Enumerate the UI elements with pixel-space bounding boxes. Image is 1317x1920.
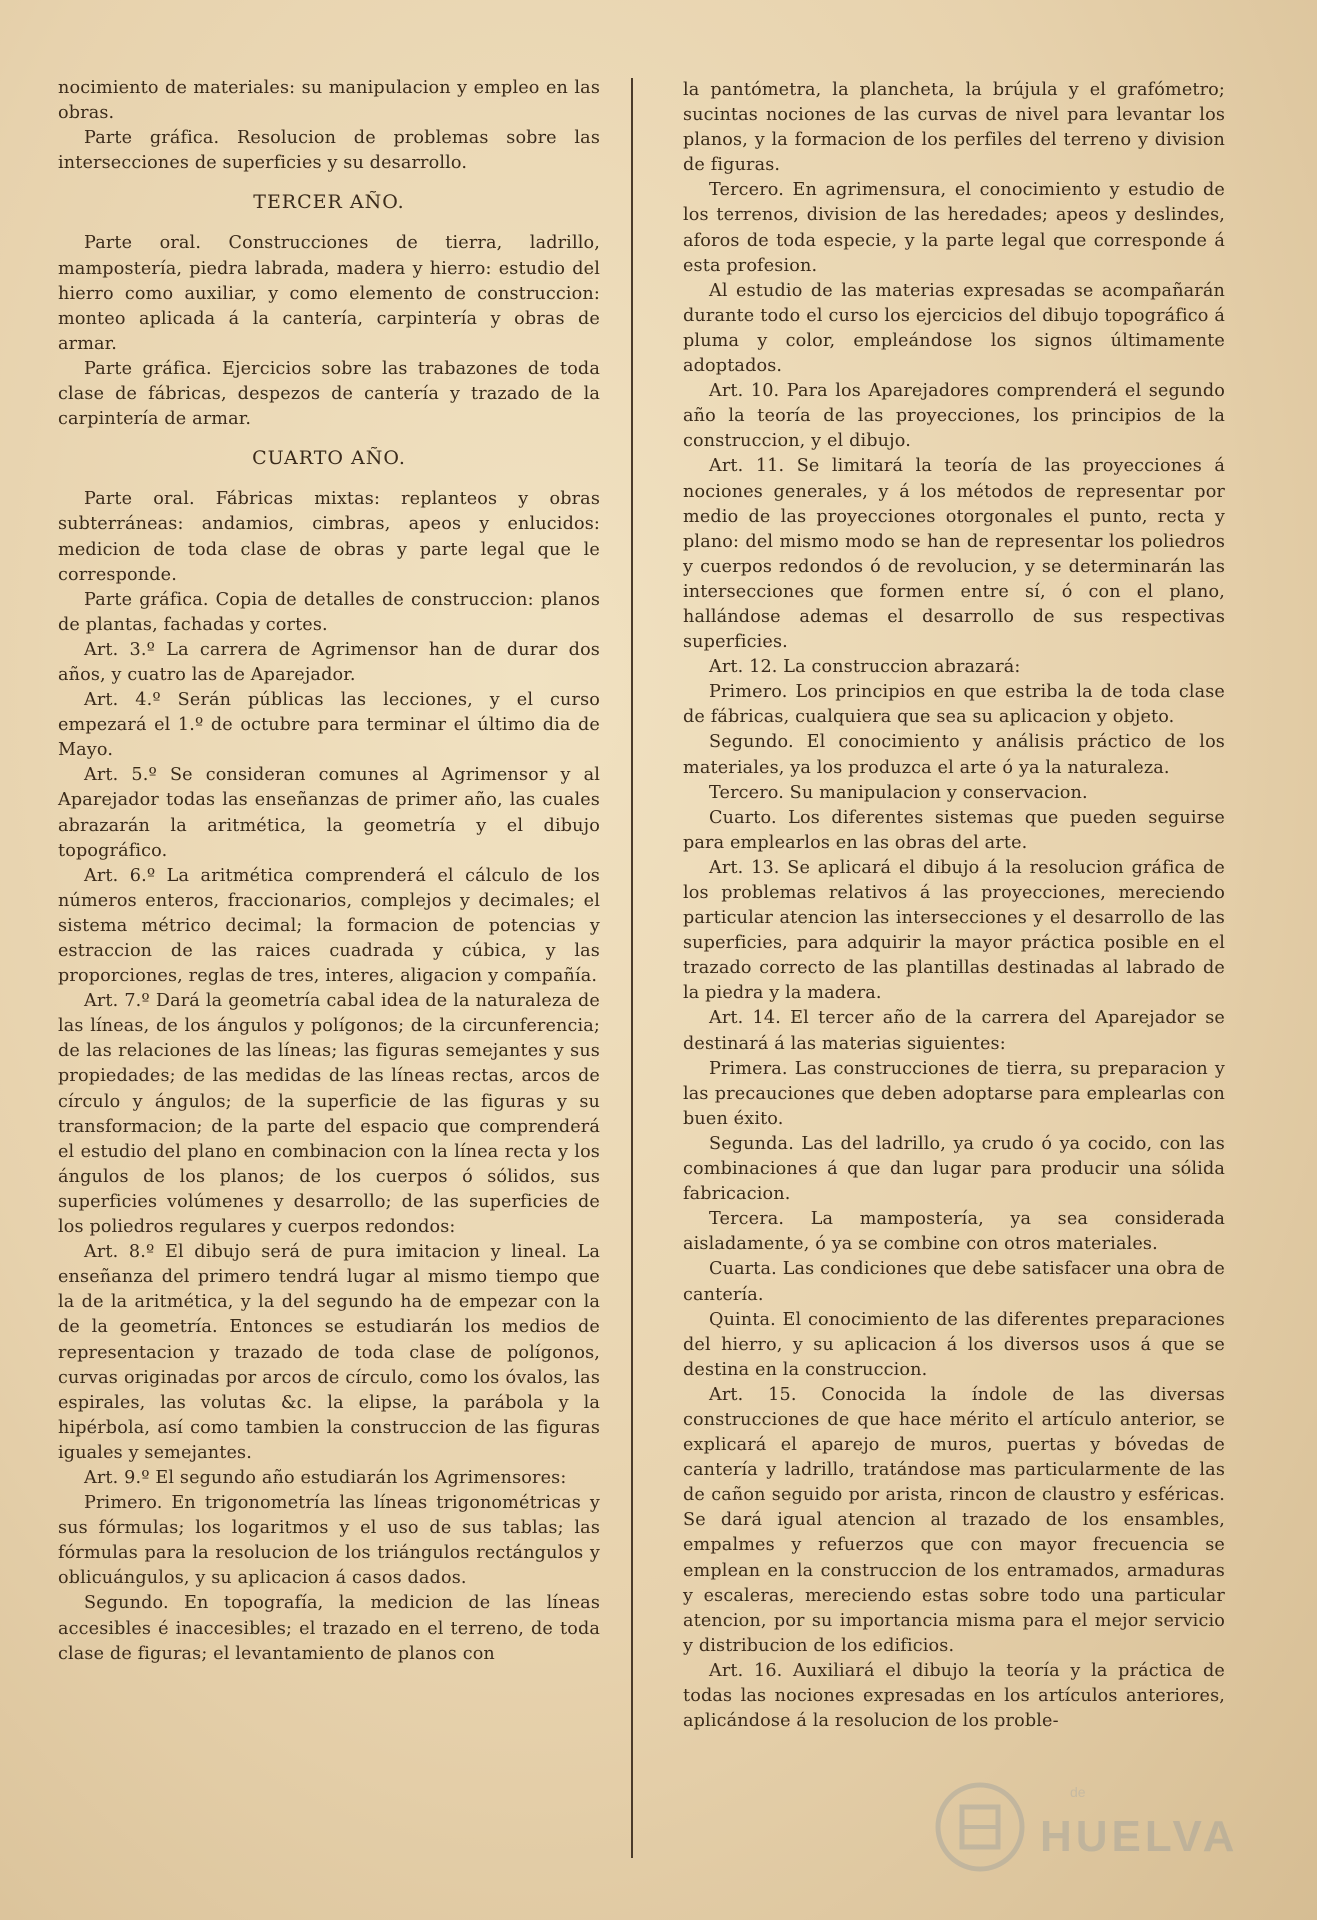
- article-9: Art. 9.º El segundo año estudiarán los Agrimensores:: [84, 1467, 567, 1488]
- article-12: Art. 12. La construccion abrazará:: [709, 657, 1021, 678]
- article-11: Art. 11. Se limitará la teoría de las proyecciones á nociones generales, y á los métodos de representar por medio de las proyecciones otorgonales el punto, recta y plano: del mismo modo se han de representar los poliedros y cuerpos redondos ó de revolucion, y se determinarán las intersecciones que formen entre sí, ó con el plano, hallándose ademas el desarrollo de sus respectivas superficies.: [683, 456, 1225, 653]
- paragraph: Primera. Las construcciones de tierra, su preparacion y las precauciones que deben adoptarse para emplearlas con buen éxito.: [683, 1058, 1225, 1129]
- article-7: Art. 7.º Dará la geometría cabal idea de la naturaleza de las líneas, de los ángulos y polígonos; de la circunferencia; de las relaciones de las líneas; las figuras semejantes y sus propiedades; de las medidas de las líneas rectas, arcos de círculo y ángulos; de la superficie de las figuras y su transformacion; de la parte del espacio que comprenderá el estudio del plano en combinacion con la línea recta y los ángulos de los planos; de los cuerpos ó sólidos, sus superficies volúmenes y desarrollo; de las superficies de los poliedros regulares y cuerpos redondos:: [58, 991, 600, 1238]
- article-16: Art. 16. Auxiliará el dibujo la teoría y la práctica de todas las nociones expresadas en los artículos anteriores, aplicándose á la resolucion de los proble-: [683, 1660, 1225, 1732]
- paragraph: la pantómetra, la plancheta, la brújula y el grafómetro; sucintas nociones de las curvas de nivel para levantar los planos, y la formacion de los perfiles del terreno y division de figuras.: [683, 80, 1225, 176]
- watermark-small-text: de: [1070, 1784, 1086, 1800]
- shield-icon: [930, 1777, 1030, 1877]
- article-13: Art. 13. Se aplicará el dibujo á la resolucion gráfica de los problemas relativos á las proyecciones, mereciendo particular atencion las intersecciones y el desarrollo de las superficies, para adquirir la mayor práctica posible en el trazado correcto de las plantillas destinadas al labrado de la piedra y la madera.: [683, 857, 1225, 1004]
- library-watermark: [920, 1772, 1250, 1882]
- paragraph: Tercera. La mampostería, ya sea considerada aisladamente, ó ya se combine con otros materiales.: [683, 1209, 1225, 1255]
- article-14: Art. 14. El tercer año de la carrera del Aparejador se destinará á las materias siguientes:: [683, 1008, 1225, 1054]
- paragraph: Segundo. El conocimiento y análisis práctico de los materiales, ya los produzca el arte ó ya la naturaleza.: [683, 732, 1225, 778]
- article-5: Art. 5.º Se consideran comunes al Agrimensor y al Aparejador todas las enseñanzas de primer año, las cuales abrazarán la aritmética, la geometría y el dibujo topográfico.: [58, 765, 600, 861]
- article-6: Art. 6.º La aritmética comprenderá el cálculo de los números enteros, fraccionarios, complejos y decimales; el sistema métrico decimal; la formacion de potencias y estraccion de las raices cuadrada y cúbica, y las proporciones, reglas de tres, interes, aligacion y compañía.: [58, 865, 600, 987]
- section-heading-cuarto-ano: CUARTO AÑO.: [252, 447, 406, 470]
- column-divider: [631, 78, 633, 1858]
- section-heading-tercer-ano: TERCER AÑO.: [253, 191, 405, 214]
- paragraph: Tercero. En agrimensura, el conocimiento y estudio de los terrenos, division de las heredades; apeos y deslindes, aforos de toda especie, y la parte legal que corresponde á esta profesion.: [683, 180, 1225, 276]
- paragraph: Parte gráfica. Copia de detalles de construccion: planos de plantas, fachadas y cortes.: [58, 589, 600, 635]
- article-15: Art. 15. Conocida la índole de las diversas construcciones de que hace mérito el artículo anterior, se explicará el aparejo de muros, puertas y bóvedas de cantería y ladrillo, tratándose mas particularmente de las de cañon seguido por arista, rincon de claustro y esféricas. Se dará igual atencion al trazado de los ensambles, empalmes y refuerzos que con mayor frecuencia se emplean en la construccion de los entramados, armaduras y escaleras, mereciendo estas sobre todo una particular atencion, por su importancia misma para el mejor servicio y distribucion de los edificios.: [683, 1384, 1225, 1656]
- paragraph: nocimiento de materiales: su manipulacion y empleo en las obras.: [58, 78, 600, 124]
- paragraph: Primero. En trigonometría las líneas trigonométricas y sus fórmulas; los logaritmos y el uso de sus tablas; las fórmulas para la resolucion de los triángulos rectángulos y oblicuángulos, y su aplicacion á casos dados.: [58, 1493, 600, 1589]
- paragraph: Cuarta. Las condiciones que debe satisfacer una obra de cantería.: [683, 1259, 1225, 1305]
- right-column: [683, 78, 1225, 1734]
- paragraph: Cuarto. Los diferentes sistemas que pueden seguirse para emplearlos en las obras del arte.: [683, 807, 1225, 853]
- paragraph: Segunda. Las del ladrillo, ya crudo ó ya cocido, con las combinaciones á que dan lugar para producir una sólida fabricacion.: [683, 1133, 1225, 1205]
- paragraph: Segundo. En topografía, la medicion de las líneas accesibles é inaccesibles; el trazado en el terreno, de toda clase de figuras; el levantamiento de planos con: [58, 1593, 600, 1664]
- article-10: Art. 10. Para los Aparejadores comprenderá el segundo año la teoría de las proyecciones, los principios de la construccion, y el dibujo.: [683, 381, 1225, 452]
- watermark-word: HUELVA: [1040, 1812, 1239, 1861]
- article-3: Art. 3.º La carrera de Agrimensor han de durar dos años, y cuatro las de Aparejador.: [58, 639, 600, 685]
- paragraph: Parte gráfica. Ejercicios sobre las trabazones de toda clase de fábricas, despezos de cantería y trazado de la carpintería de armar.: [58, 358, 600, 430]
- paragraph: Al estudio de las materias expresadas se acompañarán durante todo el curso los ejercicios del dibujo topográfico á pluma y color, empleándose los signos últimamente adoptados.: [683, 280, 1225, 377]
- paragraph: Parte oral. Fábricas mixtas: replanteos y obras subterráneas: andamios, cimbras, apeos y enlucidos: medicion de toda clase de obras y parte legal que le corresponde.: [58, 489, 600, 585]
- article-4: Art. 4.º Serán públicas las lecciones, y el curso empezará el 1.º de octubre para terminar el último dia de Mayo.: [58, 690, 600, 761]
- left-column: [58, 76, 600, 1667]
- paragraph: Quinta. El conocimiento de las diferentes preparaciones del hierro, y su aplicacion á los diversos usos á que se destina en la construccion.: [683, 1309, 1225, 1380]
- paragraph: Parte gráfica. Resolucion de problemas sobre las intersecciones de superficies y su desarrollo.: [58, 128, 600, 174]
- article-8: Art. 8.º El dibujo será de pura imitacion y lineal. La enseñanza del primero tendrá lugar al mismo tiempo que la de la aritmética, y la del segundo ha de empezar con la de la geometría. Entonces se estudiarán los medios de representacion y trazado de toda clase de polígonos, curvas originadas por arcos de círculo, como los óvalos, las espirales, las volutas &c. la elipse, la parábola y la hipérbola, así como tambien la construccion de las figuras iguales y semejantes.: [58, 1242, 600, 1463]
- paragraph: Tercero. Su manipulacion y conservacion.: [709, 782, 1088, 803]
- paragraph: Primero. Los principios en que estriba la de toda clase de fábricas, cualquiera que sea su aplicacion y objeto.: [683, 682, 1225, 728]
- paragraph: Parte oral. Construcciones de tierra, ladrillo, mampostería, piedra labrada, madera y hierro: estudio del hierro como auxiliar, y como elemento de construccion: monteo aplicada á la cantería, carpintería y obras de armar.: [58, 233, 600, 354]
